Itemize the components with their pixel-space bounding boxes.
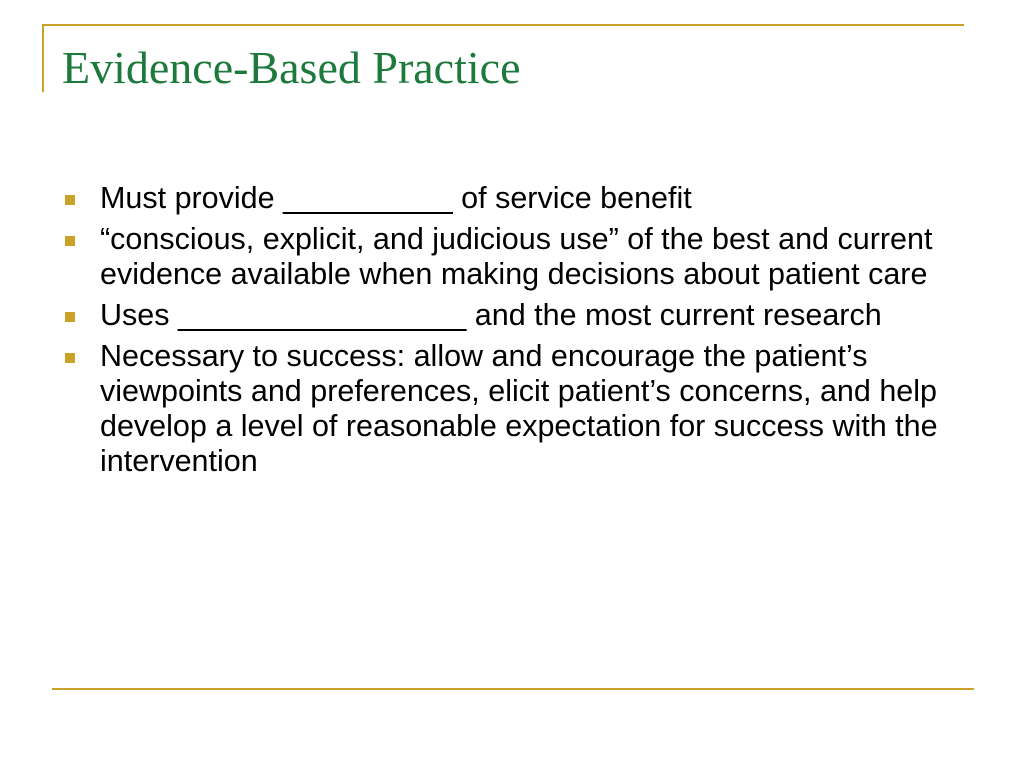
- bullet-item: [60, 298, 960, 333]
- square-bullet-icon: [65, 195, 75, 205]
- left-border-line: [42, 24, 44, 92]
- bullet-text: “conscious, explicit, and judicious use” of the best and current evidence available when making decisions about patient care: [100, 222, 933, 291]
- square-bullet-icon: [65, 353, 75, 363]
- bullet-text: Must provide __________ of service benefit: [100, 181, 692, 215]
- top-border-line: [42, 24, 964, 26]
- square-bullet-icon: [65, 312, 75, 322]
- slide-title: Evidence-Based Practice: [62, 42, 521, 93]
- bottom-border-line: [52, 688, 974, 690]
- bullet-text: Uses _________________ and the most current research: [100, 298, 882, 332]
- bullet-item: [60, 181, 960, 216]
- bullet-text: Necessary to success: allow and encourage the patient’s viewpoints and preferences, elicit patient’s concerns, and help develop a level of reasonable expectation for success with the intervention: [100, 339, 938, 478]
- bullet-item: [60, 222, 960, 292]
- square-bullet-icon: [65, 236, 75, 246]
- bullet-item: [60, 339, 960, 479]
- bullet-list: [60, 181, 960, 485]
